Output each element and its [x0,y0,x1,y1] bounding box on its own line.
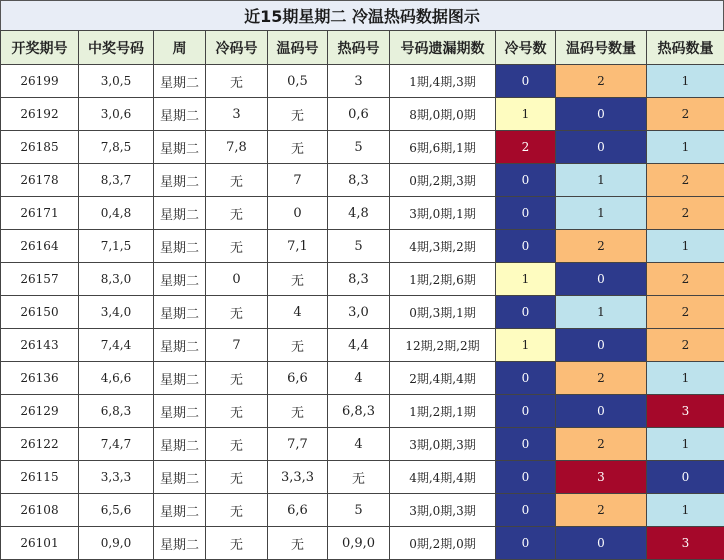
hot-numbers-cell: 4 [328,428,390,461]
cold-count-cell: 0 [496,65,556,98]
warm-numbers-cell: 6,6 [268,362,328,395]
hot-numbers-cell: 6,8,3 [328,395,390,428]
hot-count-cell: 2 [647,197,724,230]
cold-numbers-cell: 7,8 [206,131,268,164]
omission-cell: 4期,4期,4期 [390,461,496,494]
winning-numbers-cell: 8,3,0 [79,263,154,296]
table-row [1,65,724,98]
hot-numbers-cell: 0,9,0 [328,527,390,560]
column-header-warm: 温码号 [268,31,328,65]
cold-numbers-cell: 无 [206,362,268,395]
cold-numbers-cell: 无 [206,428,268,461]
cold-count-cell: 0 [496,230,556,263]
table-row [1,428,724,461]
table-row [1,494,724,527]
warm-numbers-cell: 无 [268,395,328,428]
weekday-cell: 星期二 [154,527,206,560]
issue-cell: 26115 [1,461,79,494]
omission-cell: 4期,3期,2期 [390,230,496,263]
cold-count-cell: 0 [496,296,556,329]
cold-numbers-cell: 无 [206,197,268,230]
winning-numbers-cell: 4,6,6 [79,362,154,395]
hot-count-cell: 1 [647,230,724,263]
issue-cell: 26171 [1,197,79,230]
column-header-hot-count: 热码数量 [647,31,724,65]
omission-cell: 1期,2期,1期 [390,395,496,428]
hot-numbers-cell: 无 [328,461,390,494]
warm-numbers-cell: 6,6 [268,494,328,527]
winning-numbers-cell: 7,4,4 [79,329,154,362]
winning-numbers-cell: 0,4,8 [79,197,154,230]
cold-count-cell: 2 [496,131,556,164]
weekday-cell: 星期二 [154,98,206,131]
warm-count-cell: 0 [556,329,647,362]
hot-numbers-cell: 8,3 [328,164,390,197]
warm-numbers-cell: 无 [268,527,328,560]
hot-numbers-cell: 3 [328,65,390,98]
omission-cell: 3期,0期,3期 [390,428,496,461]
cold-count-cell: 0 [496,395,556,428]
warm-count-cell: 2 [556,230,647,263]
hot-numbers-cell: 4,8 [328,197,390,230]
warm-numbers-cell: 无 [268,131,328,164]
table-body [1,65,724,560]
winning-numbers-cell: 7,1,5 [79,230,154,263]
column-header-warm-count: 温码号数量 [556,31,647,65]
issue-cell: 26157 [1,263,79,296]
cold-numbers-cell: 无 [206,230,268,263]
issue-cell: 26199 [1,65,79,98]
table-row [1,263,724,296]
warm-numbers-cell: 0 [268,197,328,230]
column-header-cold-count: 冷号数 [496,31,556,65]
winning-numbers-cell: 7,4,7 [79,428,154,461]
hot-count-cell: 1 [647,131,724,164]
hot-count-cell: 1 [647,65,724,98]
cold-numbers-cell: 无 [206,65,268,98]
cold-count-cell: 0 [496,362,556,395]
issue-cell: 26122 [1,428,79,461]
column-header-cold: 冷码号 [206,31,268,65]
chart-title: 近15期星期二 冷温热码数据图示 [0,0,724,31]
warm-numbers-cell: 7 [268,164,328,197]
column-header-numbers: 中奖号码 [79,31,154,65]
omission-cell: 3期,0期,3期 [390,494,496,527]
warm-numbers-cell: 无 [268,98,328,131]
cold-count-cell: 1 [496,329,556,362]
weekday-cell: 星期二 [154,461,206,494]
weekday-cell: 星期二 [154,197,206,230]
hot-count-cell: 1 [647,362,724,395]
hot-numbers-cell: 4 [328,362,390,395]
cold-count-cell: 0 [496,197,556,230]
issue-cell: 26185 [1,131,79,164]
column-header-issue: 开奖期号 [1,31,79,65]
hot-numbers-cell: 5 [328,131,390,164]
omission-cell: 6期,6期,1期 [390,131,496,164]
hot-numbers-cell: 5 [328,230,390,263]
omission-cell: 2期,4期,4期 [390,362,496,395]
omission-cell: 3期,0期,1期 [390,197,496,230]
hot-numbers-cell: 5 [328,494,390,527]
weekday-cell: 星期二 [154,362,206,395]
cold-count-cell: 0 [496,494,556,527]
hot-numbers-cell: 0,6 [328,98,390,131]
warm-numbers-cell: 无 [268,263,328,296]
winning-numbers-cell: 6,8,3 [79,395,154,428]
warm-numbers-cell: 7,7 [268,428,328,461]
hot-count-cell: 3 [647,527,724,560]
winning-numbers-cell: 3,0,6 [79,98,154,131]
warm-numbers-cell: 0,5 [268,65,328,98]
issue-cell: 26136 [1,362,79,395]
column-header-weekday: 周 [154,31,206,65]
issue-cell: 26150 [1,296,79,329]
weekday-cell: 星期二 [154,65,206,98]
hot-numbers-cell: 3,0 [328,296,390,329]
table-row [1,131,724,164]
weekday-cell: 星期二 [154,296,206,329]
warm-count-cell: 2 [556,362,647,395]
warm-count-cell: 1 [556,296,647,329]
hot-count-cell: 2 [647,164,724,197]
omission-cell: 1期,4期,3期 [390,65,496,98]
cold-count-cell: 1 [496,98,556,131]
cold-numbers-cell: 无 [206,164,268,197]
cold-numbers-cell: 无 [206,296,268,329]
table-row [1,230,724,263]
weekday-cell: 星期二 [154,230,206,263]
omission-cell: 0期,2期,3期 [390,164,496,197]
hot-numbers-cell: 4,4 [328,329,390,362]
cold-count-cell: 0 [496,428,556,461]
hot-count-cell: 0 [647,461,724,494]
hot-numbers-cell: 8,3 [328,263,390,296]
cold-numbers-cell: 7 [206,329,268,362]
column-header-omission: 号码遗漏期数 [390,31,496,65]
hot-count-cell: 1 [647,428,724,461]
cold-numbers-cell: 无 [206,395,268,428]
warm-count-cell: 2 [556,65,647,98]
winning-numbers-cell: 6,5,6 [79,494,154,527]
warm-count-cell: 1 [556,164,647,197]
warm-numbers-cell: 3,3,3 [268,461,328,494]
warm-count-cell: 2 [556,494,647,527]
table-row [1,329,724,362]
weekday-cell: 星期二 [154,494,206,527]
warm-count-cell: 3 [556,461,647,494]
winning-numbers-cell: 8,3,7 [79,164,154,197]
issue-cell: 26129 [1,395,79,428]
weekday-cell: 星期二 [154,395,206,428]
table-row [1,296,724,329]
header-row [1,31,724,65]
cold-numbers-cell: 0 [206,263,268,296]
table-row [1,527,724,560]
issue-cell: 26178 [1,164,79,197]
winning-numbers-cell: 0,9,0 [79,527,154,560]
hot-count-cell: 2 [647,329,724,362]
winning-numbers-cell: 7,8,5 [79,131,154,164]
issue-cell: 26192 [1,98,79,131]
table-row [1,362,724,395]
winning-numbers-cell: 3,0,5 [79,65,154,98]
cold-numbers-cell: 无 [206,461,268,494]
table-row [1,197,724,230]
weekday-cell: 星期二 [154,329,206,362]
cold-numbers-cell: 无 [206,527,268,560]
issue-cell: 26164 [1,230,79,263]
column-header-hot: 热码号 [328,31,390,65]
data-table [0,30,724,560]
warm-numbers-cell: 4 [268,296,328,329]
warm-count-cell: 0 [556,395,647,428]
table-row [1,98,724,131]
table-row [1,395,724,428]
issue-cell: 26101 [1,527,79,560]
hot-count-cell: 1 [647,494,724,527]
warm-numbers-cell: 无 [268,329,328,362]
table-row [1,164,724,197]
warm-count-cell: 2 [556,428,647,461]
issue-cell: 26143 [1,329,79,362]
weekday-cell: 星期二 [154,164,206,197]
table-row [1,461,724,494]
winning-numbers-cell: 3,4,0 [79,296,154,329]
cold-count-cell: 0 [496,527,556,560]
hot-count-cell: 2 [647,98,724,131]
cold-numbers-cell: 3 [206,98,268,131]
warm-count-cell: 0 [556,98,647,131]
weekday-cell: 星期二 [154,263,206,296]
weekday-cell: 星期二 [154,131,206,164]
cold-count-cell: 0 [496,461,556,494]
omission-cell: 1期,2期,6期 [390,263,496,296]
hot-count-cell: 2 [647,263,724,296]
warm-numbers-cell: 7,1 [268,230,328,263]
warm-count-cell: 1 [556,197,647,230]
warm-count-cell: 0 [556,263,647,296]
hot-count-cell: 2 [647,296,724,329]
issue-cell: 26108 [1,494,79,527]
cold-numbers-cell: 无 [206,494,268,527]
omission-cell: 12期,2期,2期 [390,329,496,362]
weekday-cell: 星期二 [154,428,206,461]
omission-cell: 8期,0期,0期 [390,98,496,131]
omission-cell: 0期,2期,0期 [390,527,496,560]
winning-numbers-cell: 3,3,3 [79,461,154,494]
cold-count-cell: 1 [496,263,556,296]
omission-cell: 0期,3期,1期 [390,296,496,329]
warm-count-cell: 0 [556,527,647,560]
hot-count-cell: 3 [647,395,724,428]
cold-count-cell: 0 [496,164,556,197]
warm-count-cell: 0 [556,131,647,164]
